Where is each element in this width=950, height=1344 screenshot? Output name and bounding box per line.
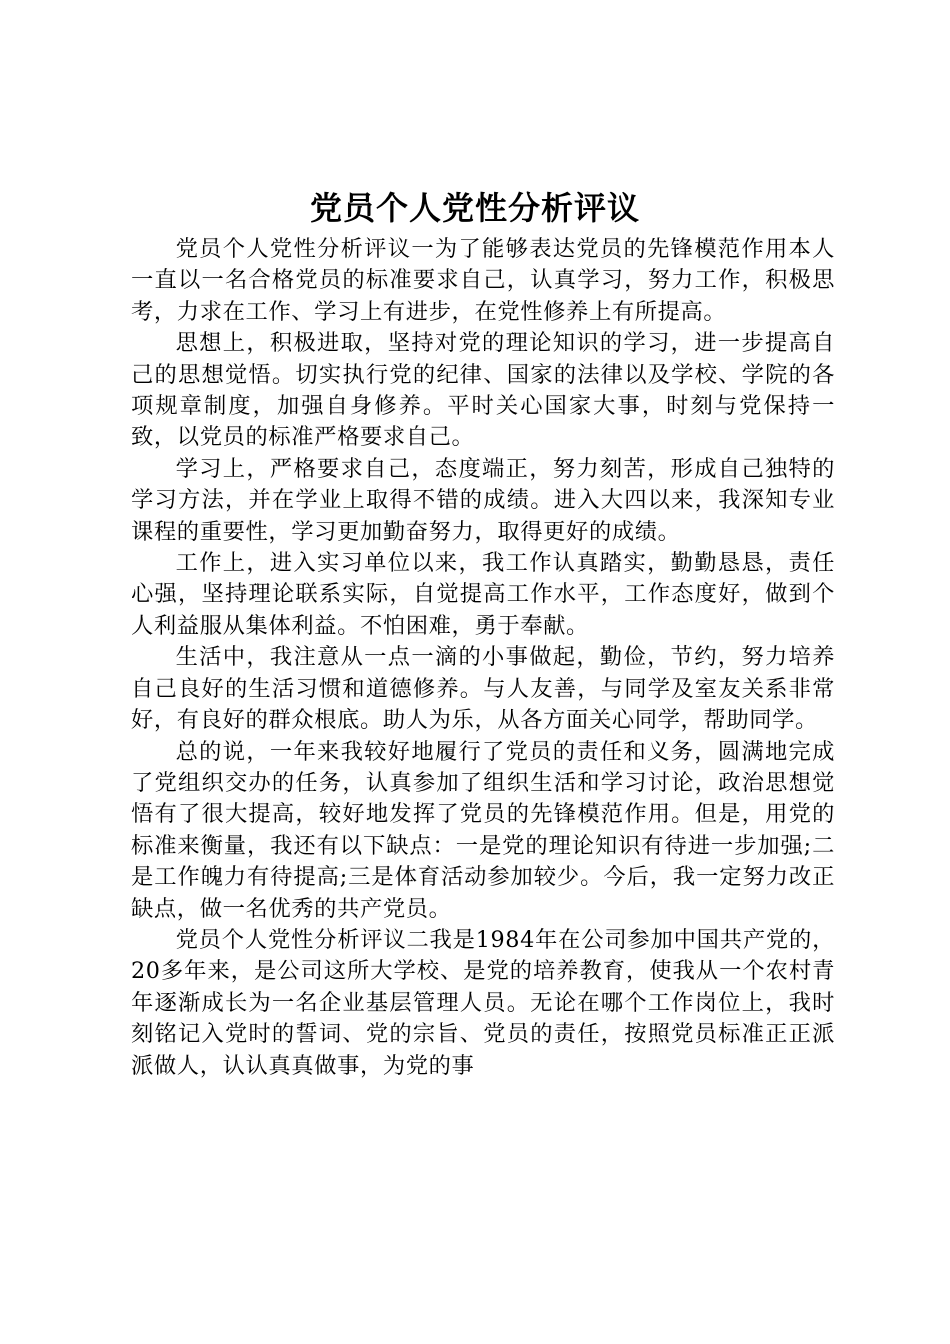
- paragraph-2: 思想上，积极进取，坚持对党的理论知识的学习，进一步提高自己的思想觉悟。切实执行党的纪律、国家的法律以及学校、学院的各项规章制度，加强自身修养。平时关心国家大事，时刻与党保持一致，以党员的标准严格要求自己。: [131, 330, 835, 451]
- paragraph-3: 学习上，严格要求自己，态度端正，努力刻苦，形成自己独特的学习方法，并在学业上取得不错的成绩。进入大四以来，我深知专业课程的重要性，学习更加勤奋努力，取得更好的成绩。: [131, 455, 835, 545]
- paragraph-7: 党员个人党性分析评议二我是1984年在公司参加中国共产党的，20多年来，是公司这所大学校、是党的培养教育，使我从一个农村青年逐渐成长为一名企业基层管理人员。无论在哪个工作岗位上，我时刻铭记入党时的誓词、党的宗旨、党员的责任，按照党员标准正正派派做人，认认真真做事，为党的事: [131, 926, 835, 1079]
- paragraph-6: 总的说，一年来我较好地履行了党员的责任和义务，圆满地完成了党组织交办的任务，认真参加了组织生活和学习讨论，政治思想觉悟有了很大提高，较好地发挥了党员的先锋模范作用。但是，用党的标准来衡量，我还有以下缺点：一是党的理论知识有待进一步加强;二是工作魄力有待提高;三是体育活动参加较少。今后，我一定努力改正缺点，做一名优秀的共产党员。: [131, 738, 835, 922]
- paragraph-5: 生活中，我注意从一点一滴的小事做起，勤俭，节约，努力培养自己良好的生活习惯和道德修养。与人友善，与同学及室友关系非常好，有良好的群众根底。助人为乐，从各方面关心同学，帮助同学。: [131, 644, 835, 734]
- document-body: [131, 234, 835, 1082]
- paragraph-1: 党员个人党性分析评议一为了能够表达党员的先锋模范作用本人一直以一名合格党员的标准要求自己，认真学习，努力工作，积极思考，力求在工作、学习上有进步，在党性修养上有所提高。: [131, 236, 835, 325]
- paragraph-4: 工作上，进入实习单位以来，我工作认真踏实，勤勤恳恳，责任心强，坚持理论联系实际，自觉提高工作水平，工作态度好，做到个人利益服从集体利益。不怕困难，勇于奉献。: [131, 550, 835, 639]
- page-title: 党员个人党性分析评议: [309, 189, 640, 227]
